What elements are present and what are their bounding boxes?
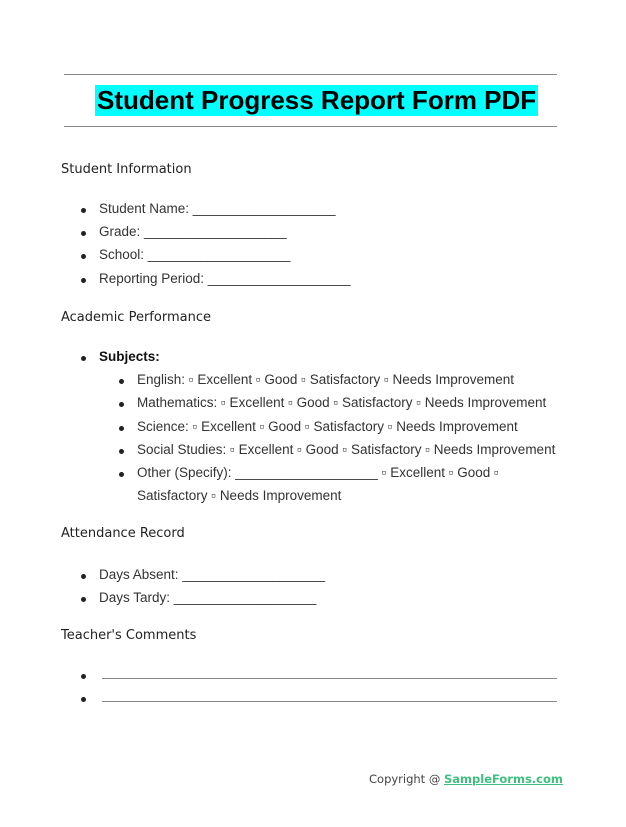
page-title: Student Progress Report Form PDF: [97, 85, 537, 115]
copyright-text: Copyright @: [369, 772, 445, 786]
bullet: [81, 697, 86, 702]
list-item: School: ___________________: [99, 247, 291, 262]
list-item: Mathematics: ▫ Excellent ▫ Good ▫ Satisfactory ▫ Needs Improvement: [137, 395, 547, 410]
divider: [64, 126, 557, 127]
list-item: Reporting Period: ___________________: [99, 271, 351, 286]
section-heading-student-info: Student Information: [61, 162, 192, 177]
list-item: Grade: ___________________: [99, 224, 287, 239]
list-item: Science: ▫ Excellent ▫ Good ▫ Satisfactory ▫ Needs Improvement: [137, 419, 518, 434]
list-item: Days Tardy: ___________________: [99, 590, 317, 605]
bullet: [81, 674, 86, 679]
list-item: Other (Specify): ___________________ ▫ Excellent ▫ Good ▫: [137, 465, 499, 480]
subjects-label: Subjects:: [99, 349, 160, 364]
divider: [64, 74, 557, 75]
comment-line[interactable]: [102, 701, 557, 702]
list-item: Days Absent: ___________________: [99, 567, 325, 582]
list-item: Social Studies: ▫ Excellent ▫ Good ▫ Satisfactory ▫ Needs Improvement: [137, 442, 556, 457]
list-item-continuation: Satisfactory ▫ Needs Improvement: [137, 488, 342, 503]
list-item: English: ▫ Excellent ▫ Good ▫ Satisfactory ▫ Needs Improvement: [137, 372, 515, 387]
section-heading-comments: Teacher's Comments: [61, 628, 197, 643]
brand-link[interactable]: SampleForms.com: [444, 772, 563, 786]
section-heading-attendance: Attendance Record: [61, 526, 185, 541]
list-item: Student Name: ___________________: [99, 201, 336, 216]
comment-line[interactable]: [102, 678, 557, 679]
copyright-footer: [369, 772, 563, 786]
section-heading-academic: Academic Performance: [61, 310, 211, 325]
